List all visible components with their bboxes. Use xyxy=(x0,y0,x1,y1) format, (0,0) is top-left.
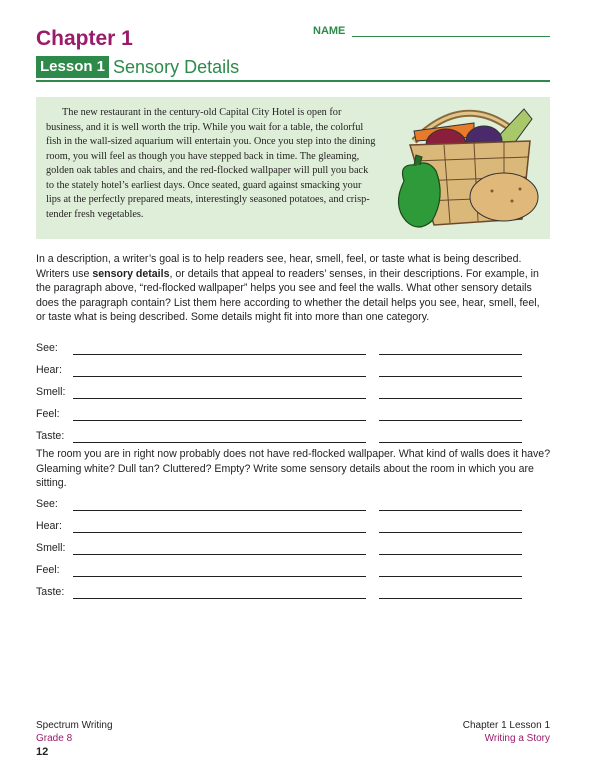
sense-label: Taste: xyxy=(36,586,65,598)
answer-row-feel xyxy=(36,564,556,578)
publisher: Spectrum Writing xyxy=(36,720,113,731)
sense-label: Smell: xyxy=(36,386,66,398)
answer-line[interactable] xyxy=(379,442,522,443)
sense-label: Hear: xyxy=(36,364,62,376)
grade-label: Grade 8 xyxy=(36,733,73,744)
answer-line[interactable] xyxy=(229,420,366,421)
sense-label: Taste: xyxy=(36,430,65,442)
sense-label: See: xyxy=(36,498,58,510)
answer-row-see xyxy=(36,342,556,356)
answer-line[interactable] xyxy=(379,510,522,511)
answer-line[interactable] xyxy=(229,598,366,599)
answer-row-smell xyxy=(36,386,556,400)
answer-line[interactable] xyxy=(229,576,366,577)
answer-line[interactable] xyxy=(73,376,252,377)
passage-text: The new restaurant in the century-old Capital City Hotel is open for business, and it is well worth the trip. While you wait for a table, the colorful fish in the wall-sized aquarium will entertain you. Once you step into the dining room, you will feel as though you have stepped back in time. The gleaming, golden oak tables and chairs, and the red-flocked wallpaper will pull you back to the stately hotel’s earliest days. Once seated, guard against smacking your lips at the perfectly prepared meats, interestingly seasoned potatoes, and crisp-tender fresh vegetables. xyxy=(46,107,376,220)
answer-line[interactable] xyxy=(73,510,252,511)
header-divider xyxy=(36,80,550,82)
chapter-title: Chapter 1 xyxy=(36,27,133,50)
answer-line[interactable] xyxy=(379,598,522,599)
section-label: Writing a Story xyxy=(484,733,550,744)
answer-line[interactable] xyxy=(379,554,522,555)
sense-label: Hear: xyxy=(36,520,62,532)
vegetable-basket-icon xyxy=(374,101,546,235)
sensory-details-term: sensory details xyxy=(92,267,170,280)
answer-line[interactable] xyxy=(379,532,522,533)
answer-row-hear xyxy=(36,520,556,534)
footer-right xyxy=(463,720,550,744)
answer-line[interactable] xyxy=(229,442,366,443)
answer-line[interactable] xyxy=(379,398,522,399)
answer-line[interactable] xyxy=(379,354,522,355)
lesson-badge: Lesson 1 xyxy=(36,56,109,78)
page-number: 12 xyxy=(36,746,49,758)
name-input-line[interactable] xyxy=(352,36,550,37)
name-label: NAME xyxy=(313,25,346,37)
instructions-1: In a description, a writer’s goal is to help readers see, hear, smell, feel, or taste what is being described. Writers use sensory details, or details that appeal to readers’ senses, in their descriptions. For example, in the paragraph above, “red-flocked wallpaper” helps you see and feel the walls. What other sensory details does the paragraph contain? List them here according to whether the detail helps you see, hear, smell, feel, or taste what is being described. Some details might fit into more than one category. xyxy=(36,253,540,323)
answer-line[interactable] xyxy=(379,576,522,577)
answer-row-see xyxy=(36,498,556,512)
answer-line[interactable] xyxy=(73,420,252,421)
answer-row-taste xyxy=(36,586,556,600)
lesson-header xyxy=(36,56,239,78)
passage-box xyxy=(36,97,550,239)
answer-line[interactable] xyxy=(73,576,252,577)
instructions-2: The room you are in right now probably does not have red-flocked wallpaper. What kind of walls does it have? Gleaming white? Dull tan? Cluttered? Empty? Write some sensory details about the room in which you are sitting. xyxy=(36,448,551,489)
answer-line[interactable] xyxy=(73,354,252,355)
answer-line[interactable] xyxy=(73,598,252,599)
answer-line[interactable] xyxy=(229,532,366,533)
answer-line[interactable] xyxy=(229,398,366,399)
answer-line[interactable] xyxy=(379,376,522,377)
footer-left xyxy=(36,720,113,744)
answer-row-hear xyxy=(36,364,556,378)
answer-line[interactable] xyxy=(73,398,252,399)
sense-label: See: xyxy=(36,342,58,354)
answer-line[interactable] xyxy=(229,510,366,511)
lesson-title: Sensory Details xyxy=(113,57,240,77)
answer-line[interactable] xyxy=(73,442,252,443)
answer-row-taste xyxy=(36,430,556,444)
answer-line[interactable] xyxy=(73,532,252,533)
answer-line[interactable] xyxy=(229,376,366,377)
answer-row-feel xyxy=(36,408,556,422)
answer-line[interactable] xyxy=(73,554,252,555)
answer-line[interactable] xyxy=(229,554,366,555)
chapter-lesson-label: Chapter 1 Lesson 1 xyxy=(462,720,550,731)
answer-line[interactable] xyxy=(379,420,522,421)
sense-label: Feel: xyxy=(36,408,60,420)
sense-label: Feel: xyxy=(36,564,60,576)
answer-line[interactable] xyxy=(229,354,366,355)
answer-row-smell xyxy=(36,542,556,556)
sense-label: Smell: xyxy=(36,542,66,554)
